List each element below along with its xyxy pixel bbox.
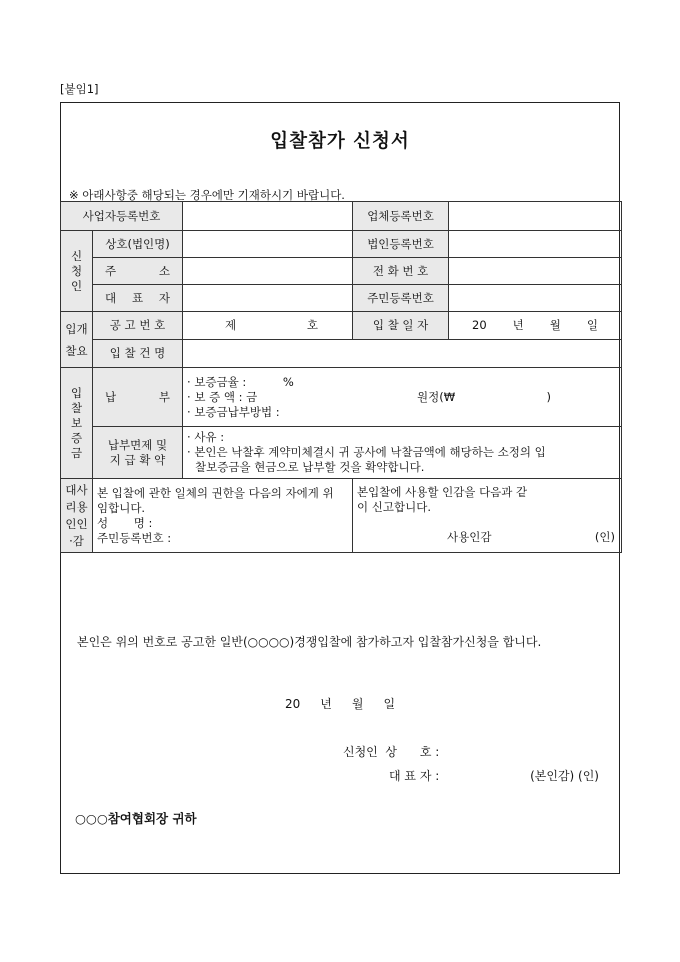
company-reg-no-label: 업체등록번호	[353, 202, 449, 231]
form-title: 입찰참가 신청서	[270, 131, 410, 152]
applicant-seal: (본인감) (인)	[530, 769, 599, 783]
applicant-rep-line: 대 표 자 : (본인감) (인)	[389, 769, 599, 783]
deposit-group-label: 입 찰 보 증 금	[61, 368, 93, 479]
corp-reg-no-label: 법인등록번호	[353, 231, 449, 258]
trade-name-label: 상호(법인명)	[93, 231, 183, 258]
application-date: 20 년 월 일	[284, 697, 396, 711]
phone-field[interactable]	[449, 258, 622, 285]
notice-no-field[interactable]: 제 호	[183, 312, 353, 340]
company-reg-no-field[interactable]	[449, 202, 622, 231]
delegation-box[interactable]: 본 입찰에 관한 일체의 권한을 다음의 자에게 위 임합니다. 성 명 : 주민등록번호 :	[93, 479, 353, 553]
representative-field[interactable]	[183, 285, 353, 312]
bid-overview-group-label: 입개찰요	[61, 312, 93, 368]
resident-no-label: 주민등록번호	[353, 285, 449, 312]
applicant-trade-line: 신청인 상 호 :	[343, 745, 440, 759]
bid-date-label: 입 찰 일 자	[353, 312, 449, 340]
resident-no-field[interactable]	[449, 285, 622, 312]
biz-reg-no-label: 사업자등록번호	[61, 202, 183, 231]
seal-mark: (인)	[594, 530, 616, 544]
phone-label: 전 화 번 호	[353, 258, 449, 285]
address-label: 주 소	[93, 258, 183, 285]
addressee: ○○○참여협회장 귀하	[75, 811, 197, 826]
representative-label: 대 표 자	[93, 285, 183, 312]
applicant-group-label: 신 청 인	[61, 231, 93, 312]
form-note: ※ 아래사항중 해당되는 경우에만 기재하시기 바랍니다.	[69, 188, 345, 202]
exemption-label: 납부면제 및 지 급 확 약	[93, 427, 183, 479]
trade-name-field[interactable]	[183, 231, 353, 258]
address-field[interactable]	[183, 258, 353, 285]
exemption-details[interactable]: · 사유 : · 본인은 낙찰후 계약미체결시 귀 공사에 낙찰금액에 해당하는 소정의 입 찰보증금을 현금으로 납부할 것을 확약합니다.	[183, 427, 622, 479]
notice-no-label: 공 고 번 호	[93, 312, 183, 340]
attachment-label: [붙임1]	[60, 82, 99, 96]
application-table	[60, 201, 622, 553]
agent-seal-group-label: 대사 리용 인인 ·감	[61, 479, 93, 553]
corp-reg-no-field[interactable]	[449, 231, 622, 258]
biz-reg-no-field[interactable]	[183, 202, 353, 231]
bid-date-field[interactable]: 20 년 월 일	[449, 312, 622, 340]
bid-case-field[interactable]	[183, 340, 622, 368]
payment-details[interactable]: · 보증금율 : % · 보 증 액 : 금 원정(₩ ) · 보증금납부방법 :	[183, 368, 622, 427]
application-form	[60, 102, 620, 874]
bid-case-label: 입 찰 건 명	[93, 340, 183, 368]
seal-used-label: 사용인감	[447, 530, 492, 544]
seal-report-box[interactable]: 본입찰에 사용할 인감을 다음과 같 이 신고합니다. 사용인감 (인)	[353, 479, 622, 553]
declaration-text: 본인은 위의 번호로 공고한 일반(○○○○)경쟁입찰에 참가하고자 입찰참가신청을 합니다.	[77, 635, 542, 649]
payment-label: 납 부	[93, 368, 183, 427]
